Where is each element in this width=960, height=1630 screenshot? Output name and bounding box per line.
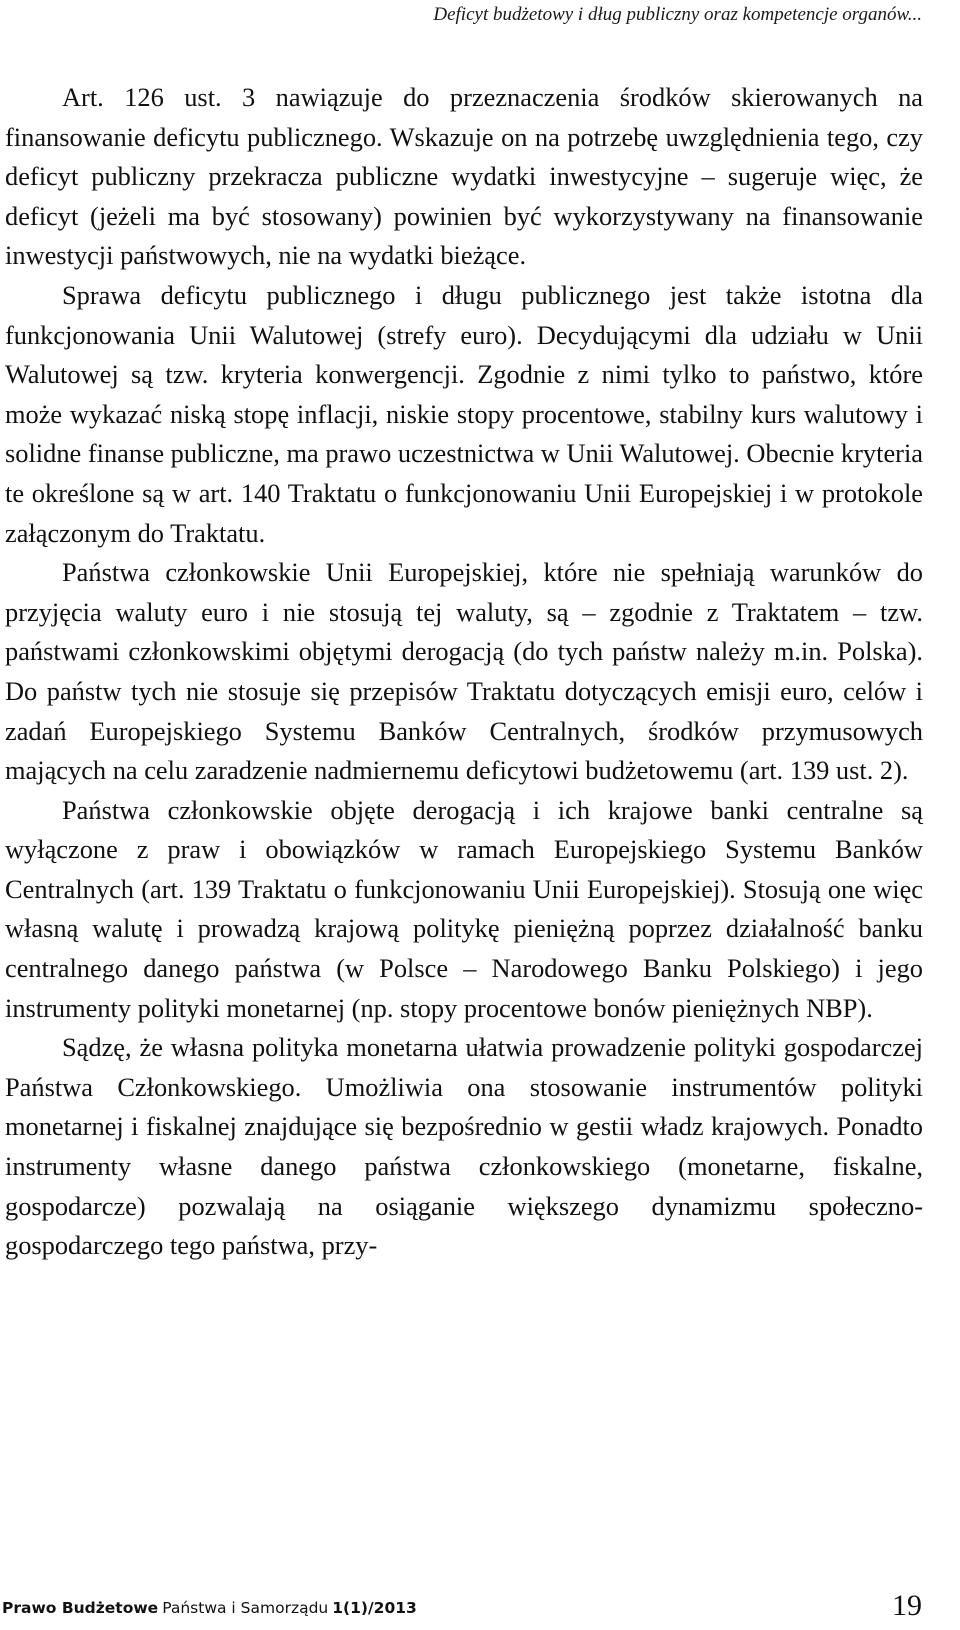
journal-name: Prawo Budżetowe xyxy=(2,1599,159,1617)
journal-footer xyxy=(2,1598,417,1618)
paragraph-unia-walutowa: Sprawa deficytu publicznego i długu publicznego jest także istotna dla funkcjonowania Unii Walutowej (strefy euro). Decydującymi dla udziału w Unii Walutowej są tzw. kryteria konwergencji. Zgodnie z nimi tylko to państwo, które może wykazać niską stopę inflacji, niskie stopy procentowe, stabilny kurs walutowy i solidne finanse publiczne, ma prawo uczestnictwa w Unii Walutowej. Obecnie kryteria te określone są w art. 140 Traktatu o funkcjonowaniu Unii Europejskiej i w protokole załączonym do Traktatu. xyxy=(5,279,923,548)
document-body xyxy=(5,78,923,1266)
paragraph-derogacja: Państwa członkowskie Unii Europejskiej, które nie spełniają warunków do przyjęcia waluty euro i nie stosują tej waluty, są – zgodnie z Traktatem – tzw. państwami członkowskimi objętymi derogacją (do tych państw należy m.in. Polska). Do państw tych nie stosuje się przepisów Traktatu dotyczących emisji euro, celów i zadań Europejskiego Systemu Banków Centralnych, środków przymusowych mających na celu zaradzenie nadmiernemu deficytowi budżetowemu (art. 139 ust. 2). xyxy=(5,557,923,786)
page-number: 19 xyxy=(892,1589,922,1622)
paragraph-art-126: Art. 126 ust. 3 nawiązuje do przeznaczenia środków skierowanych na finansowanie deficytu publicznego. Wskazuje on na potrzebę uwzględnienia tego, czy deficyt publiczny przekracza publiczne wydatki inwestycyjne – sugeruje więc, że deficyt (jeżeli ma być stosowany) powinien być wykorzystywany na finansowanie inwestycji państwowych, nie na wydatki bieżące. xyxy=(5,82,923,271)
journal-issue: 1(1)/2013 xyxy=(332,1599,417,1617)
journal-subtitle: Państwa i Samorządu xyxy=(162,1599,329,1617)
page-footer xyxy=(2,1586,922,1622)
paragraph-polityka-monetarna: Sądzę, że własna polityka monetarna ułatwia prowadzenie polityki gospodarczej Państwa Członkowskiego. Umożliwia ona stosowanie instrumentów polityki monetarnej i fiskalnej znajdujące się bezpośrednio w gestii władz krajowych. Ponadto instrumenty własne danego państwa członkowskiego (monetarne, fiskalne, gospodarcze) pozwalają na osiąganie większego dynamizmu społeczno-gospodarczego tego państwa, przy- xyxy=(5,1032,923,1261)
paragraph-esbc: Państwa członkowskie objęte derogacją i ich krajowe banki centralne są wyłączone z praw i obowiązków w ramach Europejskiego Systemu Banków Centralnych (art. 139 Traktatu o funkcjonowaniu Unii Europejskiej). Stosują one więc własną walutę i prowadzą krajową politykę pieniężną poprzez działalność banku centralnego danego państwa (w Polsce – Narodowego Banku Polskiego) i jego instrumenty polityki monetarnej (np. stopy procentowe bonów pieniężnych NBP). xyxy=(5,794,923,1023)
running-header: Deficyt budżetowy i dług publiczny oraz kompetencje organów... xyxy=(433,4,922,25)
